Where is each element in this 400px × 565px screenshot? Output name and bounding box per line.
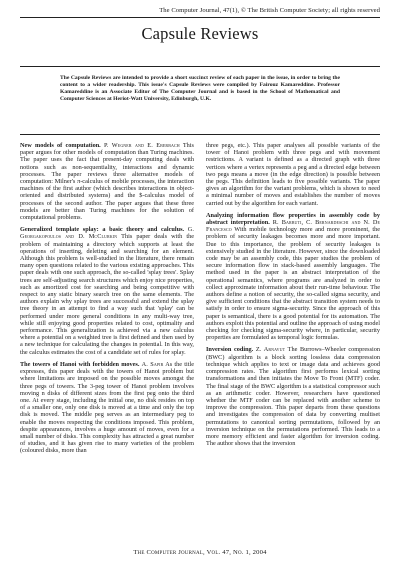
review-heading: Inversion coding. <box>206 346 254 354</box>
review-body: This paper deals with the problem of maintaining a directory which supports at least the operations of inserting, deleting and searching for an element. Although this problem is well-studied in the literature, there remain many open questions related to the various existing approaches. This paper deals with one such approach, the so-called 'splay trees'. Splay trees are self-adjusting search structures which enjoy nice properties, such as amortized cost for searching and being competitive with respect to any static binary search tree on the same elements. The authors explain why splay trees are successful and extend the splay tree theory in an attempt to find a way such that 'splay' can be performed under more general conditions in any multi-way tree, while still enjoying good properties related to cost, optimality and performance. This generalization is achieved via a new calculus where a potential on a weighted tree is first defined and then used by a new technique for calculating the changes in potential. In this way, the calculus estimates the cost of a candidate set of rules for splay. <box>20 233 194 356</box>
right-column <box>206 142 380 452</box>
header-rule <box>20 17 380 18</box>
review-body: The Burrows–Wheeler compression (BWC) algorithm is a block sorting lossless data compression technique which applies to text or image data and achieves good compression rates. The algorithm first performs lexical sorting transformations and then initiates the Move To Front (MTF) coder. The final stage of the BWC algorithm is a statistical compressor such as an arithmetic coder. However, researchers have questioned whether the MTF coder can be replaced with another scheme to improve the compression. This paper departs from these questions and investigates the compression of data by converting multiset permutations to canonical sorting permutations, followed by an inversion technique on the permutations performed. This leads to a more memory efficient and faster algorithm for inversion coding. The author shows that the inversion <box>206 346 380 448</box>
review-body: This paper argues for other models of computation than Turing machines. The paper uses the fact that present-day computing deals with notions such as non-sequentiality, interactions and dynamic processes. The paper reviews three alternative models of computation: Milner's π-calculus of mobile processes, the interaction machines of the first author (which describes interactions in object-oriented and distributed systems) and the $-calculus model of processes of the second author. The paper argues that these three models are better than Turing machines for the solution of computational problems. <box>20 142 194 222</box>
title-rule <box>20 66 380 67</box>
review-heading: New models of computation. <box>20 142 101 149</box>
running-header: The Computer Journal, 47(1), © The British Computer Society; all rights reserved <box>159 7 380 14</box>
review-body: three pegs, etc.). This paper analyses all possible variants of the tower of Hanoi problem with three pegs and with movement restrictions. A variant is defined as a directed graph with three vertices where a vertex represents a peg and a directed edge between two pegs means a move (in the edge direction) is possible between the pegs. This definition leads to five possible variants. The paper gives an algorithm for the variant problems, which is shown to need a minimal number of moves and establishes the number of moves carried out by the algorithm for each variant. <box>206 142 380 207</box>
page-title: Capsule Reviews <box>141 24 259 43</box>
review-body: With mobile technology more and more prominent, the problem of security leakages becomes more and more important. Due to this importance, the problem of security leakages is extensively studied in the literature. However, since the downloaded code may be an assembly code, this paper studies the problem of secure information flow in stack-based assembly languages. The method used in the paper is an abstract interpretation of the operational semantics, where programs are analyzed in order to collect approximate information about their run-time behaviour. The authors define a notion of security, the so-called sigma security, and give sufficient conditions that the abstract transition system needs to satisfy in order to ensure sigma-security. Since the approach of this paper is semantical, there is a good potential for its automation. The authors exploit this potential and outline the approach of using model checking for checking sigma-security where, in particular, security properties are formulated as temporal logic formulas. <box>206 226 380 342</box>
review-entry <box>20 226 194 356</box>
review-entry <box>20 361 194 455</box>
review-authors: R. Barbuti, C. Bernardeschi and N. De Francesco <box>206 219 381 234</box>
intro-paragraph: The Capsule Reviews are intended to provide a short succinct review of each paper in the issue, in order to bring the content to a wider readership. This issue's Capsule Reviews were compiled by Fairouz Kamareddine. Professor Kamareddine is an Associate Editor of The Computer Journal and is based in the School of Mathematical and Computer Sciences at Heriot-Watt University, Edinburgh, U.K. <box>60 75 340 103</box>
review-entry <box>20 142 194 221</box>
review-heading: The towers of Hanoi with forbidden moves. <box>20 360 140 368</box>
review-authors: G. Georgakopoulos and D. McClurkin <box>20 226 194 241</box>
review-heading: Generalized template splay: a basic theory and calculus. <box>20 226 185 234</box>
review-authors: Z. Arnavut <box>255 346 286 354</box>
page-footer: The Computer Journal, Vol. 47, No. 1, 2004 <box>133 549 267 556</box>
review-entry <box>206 212 380 342</box>
review-body: As the title expresses, this paper deals with the towers of Hanoi problem but where limitations are imposed on the possible moves amongst the three pegs of towers. The 3-peg tower of Hanoi problem involves moving n disks of different sizes from the first peg onto the third one. At every stage, including the initial one, no disk resides on top of a smaller one, only one disk is moved at a time and only the top disk is moved. The middle peg serves as an intermediary peg to enable the moves respecting the conditions imposed. This problem, despite appearances, involves a huge amount of moves, even for a small number of disks. This complexity has attracted a great number of studies, and it has given rise to many varieties of the problem (coloured disks, more than <box>20 360 195 455</box>
intro-rule <box>20 134 380 135</box>
review-entry <box>206 346 380 447</box>
review-heading: Analyzing information flow properties in assembly code by abstract interpretation. <box>206 211 380 227</box>
review-authors: P. Wegner and E. Eberbach <box>104 142 180 149</box>
review-entry <box>206 142 380 207</box>
review-authors: A. Sapir <box>141 360 164 368</box>
left-column <box>20 142 194 460</box>
